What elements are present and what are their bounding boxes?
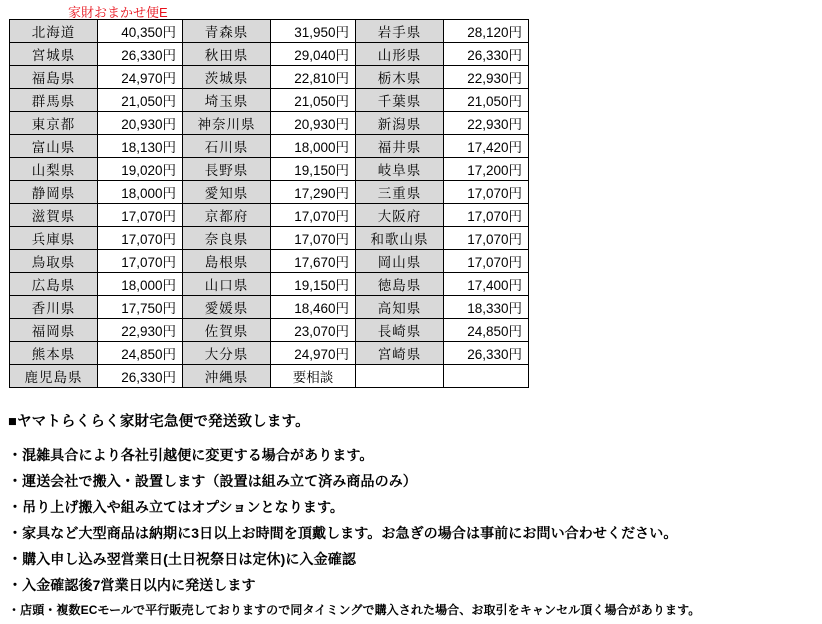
table-row (10, 250, 529, 273)
price-cell: 29,040円 (271, 43, 356, 66)
prefecture-cell: 東京都 (10, 112, 98, 135)
price-cell: 17,070円 (444, 227, 529, 250)
shipping-fee-table (9, 19, 529, 388)
note-line: ・入金確認後7営業日以内に発送します (8, 577, 256, 593)
table-row (10, 66, 529, 89)
price-cell: 26,330円 (444, 342, 529, 365)
note-line: ・購入申し込み翌営業日(土日祝祭日は定休)に入金確認 (8, 551, 356, 567)
prefecture-cell: 熊本県 (10, 342, 98, 365)
price-cell: 18,460円 (271, 296, 356, 319)
prefecture-cell: 福島県 (10, 66, 98, 89)
table-row (10, 112, 529, 135)
prefecture-cell: 大分県 (183, 342, 271, 365)
price-cell: 17,750円 (98, 296, 183, 319)
prefecture-cell: 青森県 (183, 20, 271, 43)
price-cell: 17,070円 (444, 250, 529, 273)
price-cell: 17,290円 (271, 181, 356, 204)
price-cell: 19,150円 (271, 273, 356, 296)
table-row (10, 319, 529, 342)
prefecture-cell: 北海道 (10, 20, 98, 43)
prefecture-cell: 兵庫県 (10, 227, 98, 250)
price-cell: 24,970円 (271, 342, 356, 365)
price-cell: 17,070円 (98, 227, 183, 250)
table-row (10, 181, 529, 204)
prefecture-cell: 愛知県 (183, 181, 271, 204)
table-row (10, 296, 529, 319)
prefecture-cell: 新潟県 (356, 112, 444, 135)
prefecture-cell: 滋賀県 (10, 204, 98, 227)
price-cell: 18,330円 (444, 296, 529, 319)
prefecture-cell: 大阪府 (356, 204, 444, 227)
price-cell: 17,070円 (444, 181, 529, 204)
prefecture-cell: 香川県 (10, 296, 98, 319)
prefecture-cell: 群馬県 (10, 89, 98, 112)
note-line: ・吊り上げ搬入や組み立てはオプションとなります。 (8, 499, 345, 515)
prefecture-cell: 山口県 (183, 273, 271, 296)
price-cell: 17,070円 (444, 204, 529, 227)
page-title: 家財おまかせ便E (68, 5, 168, 20)
price-cell: 22,930円 (98, 319, 183, 342)
price-cell: 18,000円 (271, 135, 356, 158)
price-cell: 18,130円 (98, 135, 183, 158)
prefecture-cell: 千葉県 (356, 89, 444, 112)
prefecture-cell: 長野県 (183, 158, 271, 181)
empty-cell (444, 365, 529, 388)
empty-cell (356, 365, 444, 388)
prefecture-cell: 鳥取県 (10, 250, 98, 273)
prefecture-cell: 山形県 (356, 43, 444, 66)
prefecture-cell: 山梨県 (10, 158, 98, 181)
price-cell: 19,150円 (271, 158, 356, 181)
price-cell: 17,070円 (271, 204, 356, 227)
price-cell: 28,120円 (444, 20, 529, 43)
table-row (10, 43, 529, 66)
price-cell: 24,850円 (98, 342, 183, 365)
prefecture-cell: 石川県 (183, 135, 271, 158)
table-row (10, 89, 529, 112)
price-cell: 22,930円 (444, 66, 529, 89)
price-cell: 21,050円 (271, 89, 356, 112)
prefecture-cell: 京都府 (183, 204, 271, 227)
price-cell: 24,850円 (444, 319, 529, 342)
notes-section (8, 410, 814, 624)
price-cell: 17,070円 (98, 204, 183, 227)
price-cell: 26,330円 (98, 43, 183, 66)
price-cell: 23,070円 (271, 319, 356, 342)
prefecture-cell: 栃木県 (356, 66, 444, 89)
price-cell: 22,930円 (444, 112, 529, 135)
prefecture-cell: 長崎県 (356, 319, 444, 342)
price-cell: 21,050円 (444, 89, 529, 112)
price-cell: 17,420円 (444, 135, 529, 158)
prefecture-cell: 岩手県 (356, 20, 444, 43)
table-row (10, 227, 529, 250)
price-cell: 22,810円 (271, 66, 356, 89)
price-cell: 26,330円 (444, 43, 529, 66)
price-cell: 26,330円 (98, 365, 183, 388)
prefecture-cell: 広島県 (10, 273, 98, 296)
price-cell: 20,930円 (98, 112, 183, 135)
prefecture-cell: 奈良県 (183, 227, 271, 250)
price-cell: 19,020円 (98, 158, 183, 181)
prefecture-cell: 三重県 (356, 181, 444, 204)
prefecture-cell: 埼玉県 (183, 89, 271, 112)
prefecture-cell: 徳島県 (356, 273, 444, 296)
prefecture-cell: 岐阜県 (356, 158, 444, 181)
price-cell: 要相談 (271, 365, 356, 388)
price-cell: 17,200円 (444, 158, 529, 181)
note-line: ・運送会社で搬入・設置します（設置は組み立て済み商品のみ） (8, 473, 417, 489)
price-cell: 31,950円 (271, 20, 356, 43)
table-row (10, 204, 529, 227)
price-cell: 18,000円 (98, 181, 183, 204)
prefecture-cell: 佐賀県 (183, 319, 271, 342)
price-cell: 20,930円 (271, 112, 356, 135)
table-row (10, 342, 529, 365)
prefecture-cell: 秋田県 (183, 43, 271, 66)
note-line-small: ・店頭・複数ECモールで平行販売しておりますので同タイミングで購入された場合、お取引をキャンセル頂く場合があります。 (8, 603, 701, 617)
prefecture-cell: 福岡県 (10, 319, 98, 342)
prefecture-cell: 静岡県 (10, 181, 98, 204)
price-cell: 17,400円 (444, 273, 529, 296)
table-row (10, 135, 529, 158)
prefecture-cell: 愛媛県 (183, 296, 271, 319)
prefecture-cell: 富山県 (10, 135, 98, 158)
prefecture-cell: 沖縄県 (183, 365, 271, 388)
prefecture-cell: 岡山県 (356, 250, 444, 273)
prefecture-cell: 宮崎県 (356, 342, 444, 365)
table-body (10, 20, 529, 388)
prefecture-cell: 鹿児島県 (10, 365, 98, 388)
price-cell: 17,070円 (271, 227, 356, 250)
price-cell: 17,070円 (98, 250, 183, 273)
price-cell: 40,350円 (98, 20, 183, 43)
prefecture-cell: 島根県 (183, 250, 271, 273)
prefecture-cell: 宮城県 (10, 43, 98, 66)
notes-heading: ■ヤマトらくらく家財宅急便で発送致します。 (8, 414, 310, 430)
prefecture-cell: 茨城県 (183, 66, 271, 89)
price-cell: 21,050円 (98, 89, 183, 112)
prefecture-cell: 神奈川県 (183, 112, 271, 135)
prefecture-cell: 高知県 (356, 296, 444, 319)
price-cell: 24,970円 (98, 66, 183, 89)
table-row (10, 365, 529, 388)
prefecture-cell: 福井県 (356, 135, 444, 158)
prefecture-cell: 和歌山県 (356, 227, 444, 250)
table-row (10, 20, 529, 43)
price-cell: 18,000円 (98, 273, 183, 296)
price-cell: 17,670円 (271, 250, 356, 273)
table-row (10, 158, 529, 181)
note-line: ・家具など大型商品は納期に3日以上お時間を頂戴します。お急ぎの場合は事前にお問い合わせください。 (8, 525, 678, 541)
note-line: ・混雑具合により各社引越便に変更する場合があります。 (8, 447, 374, 463)
table-row (10, 273, 529, 296)
